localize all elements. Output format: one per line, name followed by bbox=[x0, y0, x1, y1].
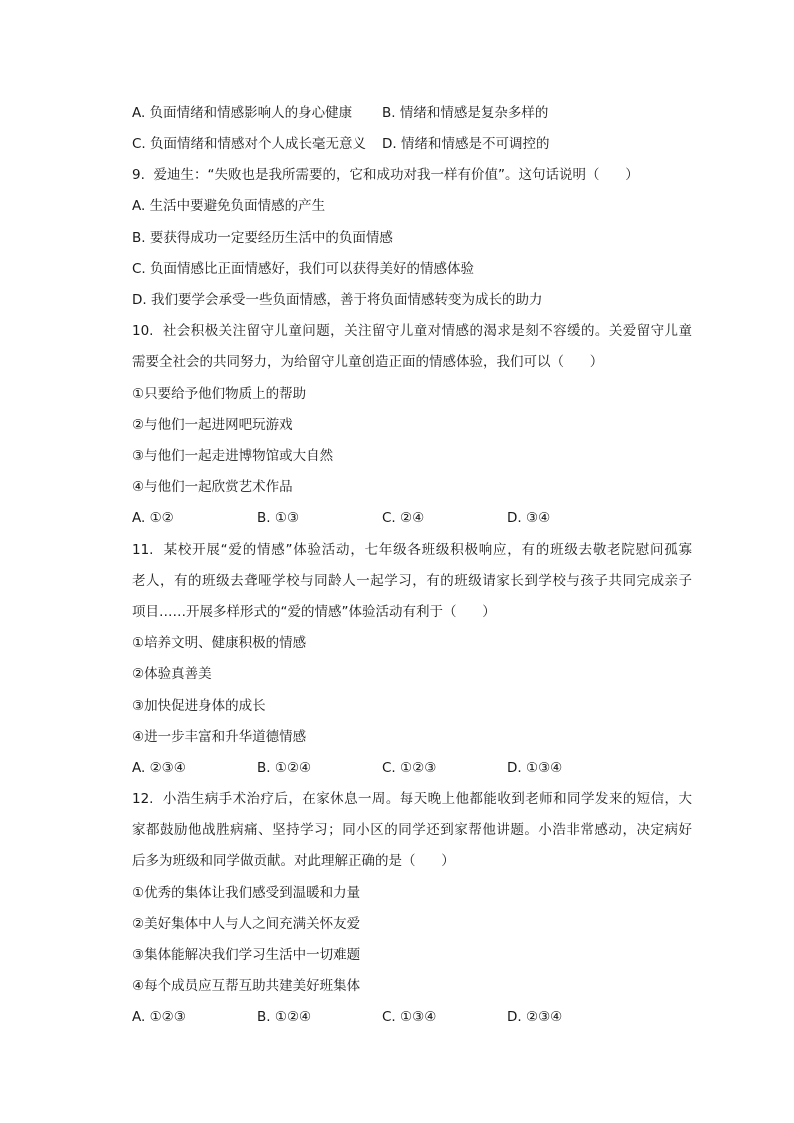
q11-item-3: ③加快促进身体的成长 bbox=[132, 698, 266, 714]
q8-option-a: A. 负面情绪和情感影响人的身心健康 bbox=[132, 105, 353, 121]
q10-item-4: ④与他们一起欣赏艺术作品 bbox=[132, 479, 293, 495]
q12-stem-line-1: 12. 小浩生病手术治疗后，在家休息一周。每天晚上他都能收到老师和同学发来的短信，大 bbox=[132, 791, 692, 807]
q12-choice-a: A. ①②③ bbox=[132, 1009, 186, 1025]
q10-item-1: ①只要给予他们物质上的帮助 bbox=[132, 386, 307, 402]
q10-stem-line-1: 10. 社会积极关注留守儿童问题，关注留守儿童对情感的渴求是刻不容缓的。关爱留守儿童 bbox=[132, 323, 692, 339]
q9-option-a: A. 生活中要避免负面情感的产生 bbox=[132, 198, 326, 214]
q9-stem: 9. 爱迪生：“失败也是我所需要的，它和成功对我一样有价值”。这句话说明（ ） bbox=[132, 167, 639, 183]
q10-choice-d: D. ③④ bbox=[507, 510, 551, 526]
q11-choice-b: B. ①②④ bbox=[257, 760, 312, 776]
q12-stem-line-2: 家都鼓励他战胜病痛、坚持学习；同小区的同学还到家帮他讲题。小浩非常感动，决定病好 bbox=[132, 822, 692, 838]
q10-stem-line-2: 需要全社会的共同努力，为给留守儿童创造正面的情感体验，我们可以（ ） bbox=[132, 354, 604, 370]
q12-choice-d: D. ②③④ bbox=[507, 1009, 563, 1025]
q12-item-2: ②美好集体中人与人之间充满关怀友爱 bbox=[132, 916, 361, 932]
q10-item-3: ③与他们一起走进博物馆或大自然 bbox=[132, 448, 334, 464]
q11-item-2: ②体验真善美 bbox=[132, 666, 212, 682]
q8-option-b: B. 情绪和情感是复杂多样的 bbox=[382, 105, 549, 121]
q11-stem-line-1: 11. 某校开展“爱的情感”体验活动，七年级各班级积极响应，有的班级去敬老院慰问孤寡 bbox=[132, 542, 692, 558]
q10-item-2: ②与他们一起进网吧玩游戏 bbox=[132, 417, 293, 433]
q12-item-3: ③集体能解决我们学习生活中一切难题 bbox=[132, 947, 361, 963]
q11-choice-a: A. ②③④ bbox=[132, 760, 186, 776]
q10-choice-a: A. ①② bbox=[132, 510, 174, 526]
q12-choice-b: B. ①②④ bbox=[257, 1009, 312, 1025]
q12-item-1: ①优秀的集体让我们感受到温暖和力量 bbox=[132, 885, 361, 901]
q12-stem-line-3: 后多为班级和同学做贡献。对此理解正确的是（ ） bbox=[132, 853, 455, 869]
q8-option-c: C. 负面情绪和情感对个人成长毫无意义 bbox=[132, 136, 367, 152]
q11-item-1: ①培养文明、健康积极的情感 bbox=[132, 635, 307, 651]
q10-choice-b: B. ①③ bbox=[257, 510, 300, 526]
q11-stem-line-2: 老人，有的班级去聋哑学校与同龄人一起学习，有的班级请家长到学校与孩子共同完成亲子 bbox=[132, 573, 692, 589]
q11-stem-line-3: 项目……开展多样形式的“爱的情感”体验活动有利于（ ） bbox=[132, 604, 496, 620]
q9-option-d: D. 我们要学会承受一些负面情感，善于将负面情感转变为成长的助力 bbox=[132, 292, 543, 308]
q11-choice-c: C. ①②③ bbox=[382, 760, 437, 776]
q11-choice-d: D. ①③④ bbox=[507, 760, 563, 776]
q12-item-4: ④每个成员应互帮互助共建美好班集体 bbox=[132, 978, 361, 994]
q11-item-4: ④进一步丰富和升华道德情感 bbox=[132, 729, 307, 745]
q8-option-d: D. 情绪和情感是不可调控的 bbox=[382, 136, 550, 152]
q9-option-b: B. 要获得成功一定要经历生活中的负面情感 bbox=[132, 230, 393, 246]
q10-choice-c: C. ②④ bbox=[382, 510, 425, 526]
q9-option-c: C. 负面情感比正面情感好，我们可以获得美好的情感体验 bbox=[132, 261, 475, 277]
q12-choice-c: C. ①③④ bbox=[382, 1009, 437, 1025]
